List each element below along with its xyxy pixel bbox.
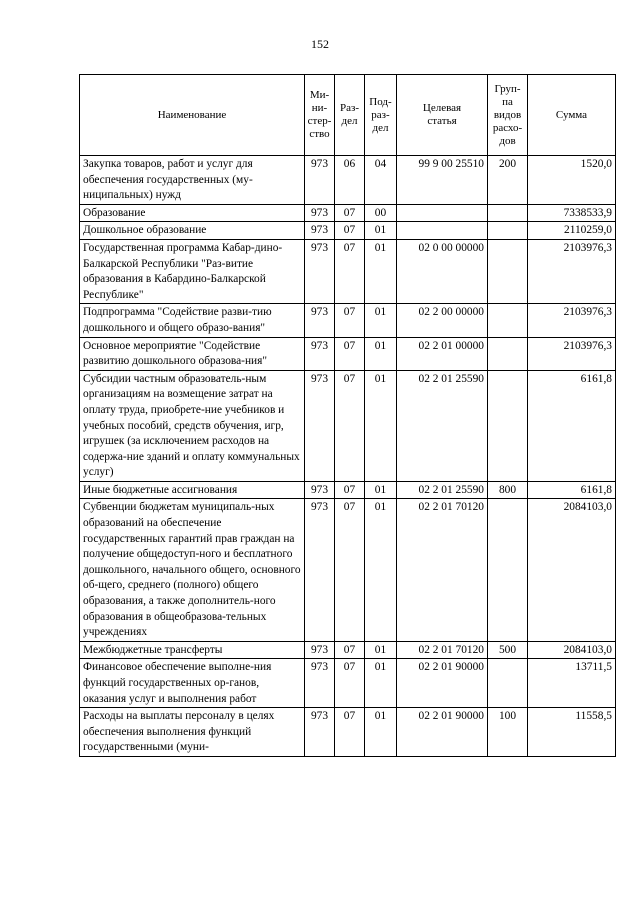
cell-subsection: 01 (365, 659, 397, 708)
table-row (80, 659, 616, 708)
cell-amount: 2084103,0 (528, 499, 616, 641)
cell-expense-group (488, 370, 528, 481)
table-row (80, 708, 616, 757)
cell-section: 07 (335, 222, 365, 240)
cell-section: 07 (335, 370, 365, 481)
cell-expense-group (488, 304, 528, 337)
cell-name: Основное мероприятие "Содействие развитию дошкольного образова-ния" (80, 337, 305, 370)
cell-ministry: 973 (305, 204, 335, 222)
cell-expense-group: 500 (488, 641, 528, 659)
table-row (80, 337, 616, 370)
cell-name: Финансовое обеспечение выполне-ния функций государственных ор-ганов, оказания услуг и выполнения работ (80, 659, 305, 708)
cell-ministry: 973 (305, 481, 335, 499)
cell-subsection: 01 (365, 499, 397, 641)
cell-name: Субвенции бюджетам муниципаль-ных образований на обеспечение государственных гарантий прав граждан на получение общедоступ-ного и бесплатного дошкольного, начального общего, основного об-щего, среднего (полного) общего образования, а также дополнитель-ного образования в общеобразова-тельных учреждениях (80, 499, 305, 641)
cell-ministry: 973 (305, 222, 335, 240)
cell-amount: 13711,5 (528, 659, 616, 708)
header-section (335, 75, 365, 156)
cell-section: 07 (335, 304, 365, 337)
table-row (80, 304, 616, 337)
cell-subsection: 01 (365, 708, 397, 757)
cell-amount: 1520,0 (528, 156, 616, 205)
cell-amount: 6161,8 (528, 481, 616, 499)
cell-target-item: 02 2 01 90000 (397, 708, 488, 757)
cell-target-item: 99 9 00 25510 (397, 156, 488, 205)
cell-name: Закупка товаров, работ и услуг для обеспечения государственных (му-ниципальных) нужд (80, 156, 305, 205)
cell-section: 07 (335, 708, 365, 757)
cell-name: Дошкольное образование (80, 222, 305, 240)
header-subsection-label: Под- раз- дел (369, 95, 392, 134)
header-target-item-label: Целевая статья (422, 102, 462, 127)
table-row (80, 204, 616, 222)
header-amount (528, 75, 616, 156)
cell-section: 07 (335, 481, 365, 499)
cell-target-item (397, 204, 488, 222)
cell-target-item: 02 2 01 70120 (397, 499, 488, 641)
cell-name: Образование (80, 204, 305, 222)
cell-subsection: 01 (365, 304, 397, 337)
cell-section: 07 (335, 641, 365, 659)
cell-ministry: 973 (305, 239, 335, 303)
cell-amount: 2103976,3 (528, 239, 616, 303)
cell-amount: 2084103,0 (528, 641, 616, 659)
cell-ministry: 973 (305, 304, 335, 337)
cell-name: Субсидии частным образователь-ным организациям на возмещение затрат на оплату труда, приобрете-ние учебников и учебных пособий, средств обучения, игр, игрушек (за исключением расходов на содержа-ние зданий и оплату коммунальных услуг) (80, 370, 305, 481)
cell-target-item: 02 2 01 70120 (397, 641, 488, 659)
header-name (80, 75, 305, 156)
cell-subsection: 01 (365, 239, 397, 303)
budget-table (79, 74, 616, 757)
cell-ministry: 973 (305, 499, 335, 641)
cell-amount: 2103976,3 (528, 337, 616, 370)
cell-amount: 11558,5 (528, 708, 616, 757)
header-target-item (397, 75, 488, 156)
table-row (80, 239, 616, 303)
cell-name: Межбюджетные трансферты (80, 641, 305, 659)
table-row (80, 370, 616, 481)
cell-amount: 7338533,9 (528, 204, 616, 222)
cell-expense-group (488, 239, 528, 303)
cell-section: 06 (335, 156, 365, 205)
cell-section: 07 (335, 337, 365, 370)
table-row (80, 156, 616, 205)
cell-section: 07 (335, 204, 365, 222)
cell-expense-group: 100 (488, 708, 528, 757)
header-ministry (305, 75, 335, 156)
cell-expense-group: 800 (488, 481, 528, 499)
cell-target-item: 02 2 00 00000 (397, 304, 488, 337)
cell-subsection: 01 (365, 370, 397, 481)
table-row (80, 222, 616, 240)
cell-subsection: 01 (365, 337, 397, 370)
cell-target-item: 02 2 01 25590 (397, 370, 488, 481)
cell-ministry: 973 (305, 708, 335, 757)
cell-amount: 2103976,3 (528, 304, 616, 337)
cell-target-item: 02 2 01 00000 (397, 337, 488, 370)
cell-subsection: 00 (365, 204, 397, 222)
header-name-label: Наименование (157, 108, 227, 121)
cell-expense-group: 200 (488, 156, 528, 205)
header-ministry-label: Ми- ни- стер- ство (307, 89, 332, 140)
cell-expense-group (488, 222, 528, 240)
cell-name: Подпрограмма "Содействие разви-тию дошкольного и общего образо-вания" (80, 304, 305, 337)
header-expense-group (488, 75, 528, 156)
cell-subsection: 04 (365, 156, 397, 205)
cell-expense-group (488, 659, 528, 708)
cell-target-item: 02 0 00 00000 (397, 239, 488, 303)
cell-section: 07 (335, 499, 365, 641)
cell-name: Расходы на выплаты персоналу в целях обеспечения выполнения функций государственными (муни- (80, 708, 305, 757)
header-expense-group-label: Груп- па видов расхо- дов (492, 82, 523, 147)
table-row (80, 641, 616, 659)
cell-section: 07 (335, 659, 365, 708)
cell-ministry: 973 (305, 337, 335, 370)
header-amount-label: Сумма (555, 108, 588, 121)
cell-name: Иные бюджетные ассигнования (80, 481, 305, 499)
cell-amount: 6161,8 (528, 370, 616, 481)
header-section-label: Раз- дел (339, 102, 359, 127)
cell-ministry: 973 (305, 659, 335, 708)
cell-expense-group (488, 337, 528, 370)
cell-name: Государственная программа Кабар-дино-Балкарской Республики "Раз-витие образования в Кабардино-Балкарской Республике" (80, 239, 305, 303)
cell-expense-group (488, 204, 528, 222)
cell-ministry: 973 (305, 370, 335, 481)
table-header-row (80, 75, 616, 156)
cell-target-item: 02 2 01 90000 (397, 659, 488, 708)
cell-expense-group (488, 499, 528, 641)
cell-subsection: 01 (365, 641, 397, 659)
page-number: 152 (311, 37, 329, 51)
cell-target-item (397, 222, 488, 240)
cell-subsection: 01 (365, 222, 397, 240)
cell-ministry: 973 (305, 641, 335, 659)
table-row (80, 499, 616, 641)
cell-ministry: 973 (305, 156, 335, 205)
table-row (80, 481, 616, 499)
cell-amount: 2110259,0 (528, 222, 616, 240)
cell-subsection: 01 (365, 481, 397, 499)
cell-target-item: 02 2 01 25590 (397, 481, 488, 499)
cell-section: 07 (335, 239, 365, 303)
header-subsection (365, 75, 397, 156)
